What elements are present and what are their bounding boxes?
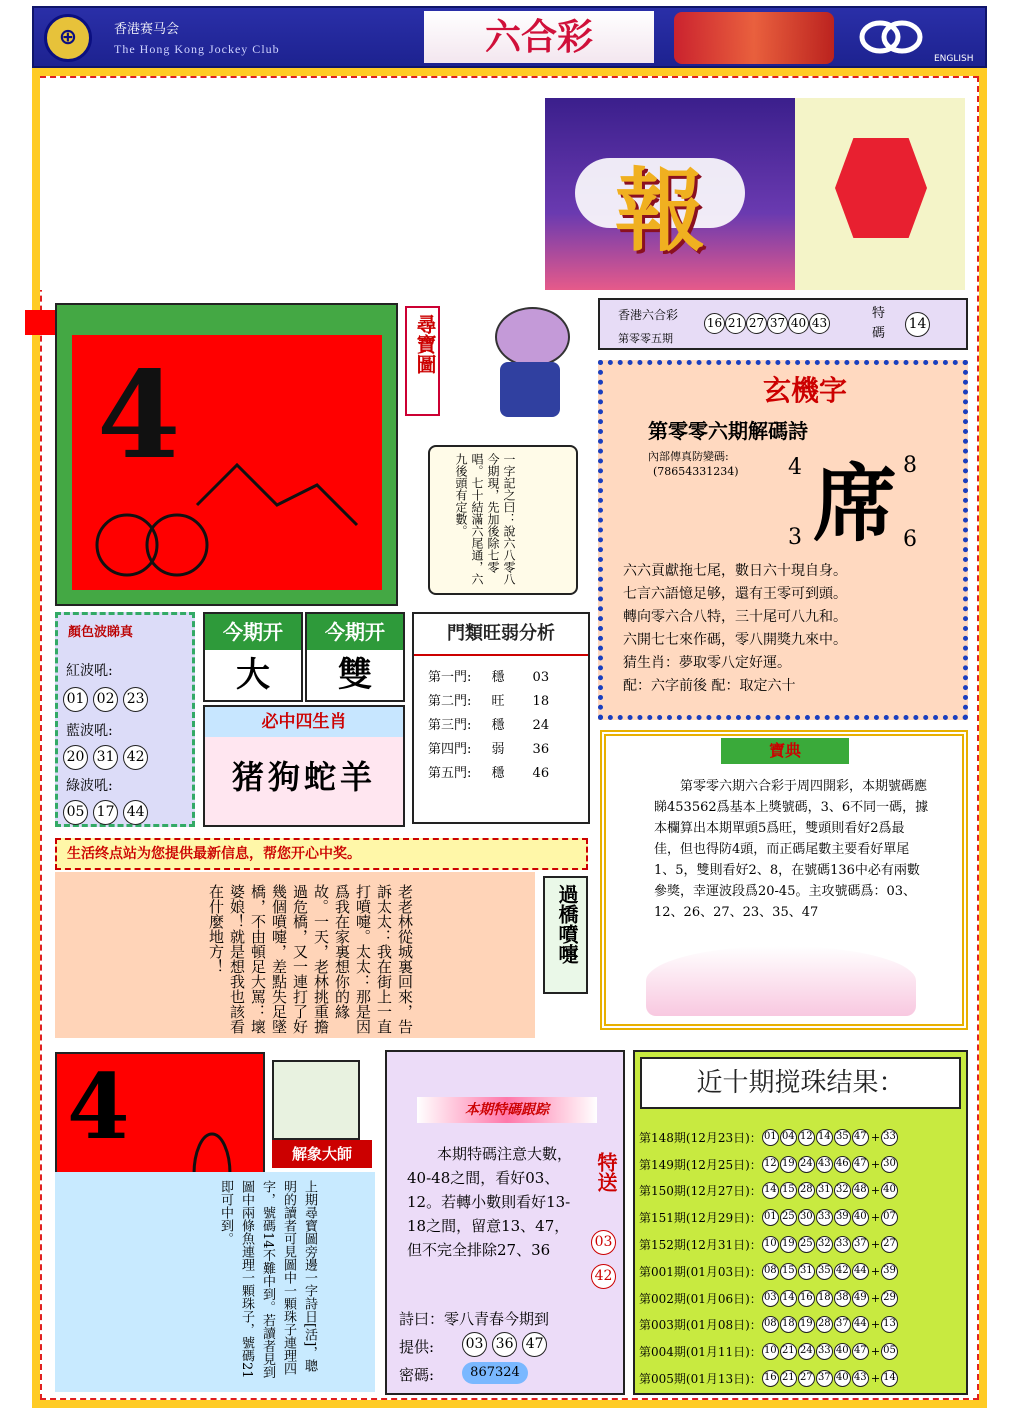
result-period: 第005期 [639,1372,686,1387]
results-title: 近十期搅珠结果： [640,1057,961,1109]
xuanji-line: 六六貢獻拖七尾，數日六十現自身。 [623,563,847,579]
men-row [428,690,574,714]
men-cell: 第五門: [428,766,472,781]
men-panel [412,612,590,824]
last-draw-numbers [704,312,830,334]
baodian-text: 第零零六期六合彩于周四開彩，本期號碼應睇453562爲基本上獎號碼，3、6不同一碼，據本欄算出本期單頭5爲旺，雙頭則看好2爲最佳，但也得防4頭，而正碼尾數主要看好單尾1、5，雙則看好2、8，在號碼136中必有兩數參獎，幸運波段爲20-45。主攻號碼爲：03、12、26、27、23、35、47 [654,779,929,920]
men-title: 門類旺弱分析 [414,614,588,656]
result-ball: 37 [834,1316,851,1333]
result-ball: 16 [762,1370,779,1387]
result-ball: 40 [852,1209,869,1226]
result-ball: 44 [852,1263,869,1280]
result-date: (12月31日)： [685,1238,762,1253]
big-character: 席 [813,454,898,553]
blank-ad-area [40,78,545,290]
green-ball: 17 [93,800,118,825]
result-period: 第003期 [639,1318,686,1333]
english-link[interactable]: ENGLISH [934,54,974,64]
result-ball: 30 [798,1209,815,1226]
colorwave-panel [55,612,195,827]
corner-number: 8 [903,453,917,478]
story-title-box [543,876,588,994]
result-ball: 15 [780,1182,797,1199]
jiexiang-text: 上期尋寶圖旁邊一字詩日[活]，聰明的讀者可見圖中一顆珠子連理四字，號碼14不難中到。若讀者見到圖中兩條魚連理一顆珠子，號碼21即可中到。 [218,1180,317,1379]
result-ball: 42 [834,1263,851,1280]
sixiao-title: 必中四生肖 [205,707,403,737]
rings-logo-icon [856,20,926,54]
result-ball: 19 [798,1316,815,1333]
special-ball: 14 [905,312,930,337]
provide-ball: 03 [462,1332,487,1357]
jiexiang-title: 解象大師 [272,1140,372,1168]
result-period: 第152期 [639,1238,686,1253]
result-date: (12月29日)： [685,1211,762,1226]
green-ball: 05 [63,800,88,825]
men-cell: 第四門: [428,742,472,757]
result-ball: 14 [780,1290,797,1307]
men-row [428,762,574,786]
result-ball: 16 [798,1290,815,1307]
result-ball: 39 [834,1209,851,1226]
red-label: 紅波吼: [66,663,113,679]
club-name-en: The Hong Kong Jockey Club [114,42,280,56]
result-row: 第148期 (12月23日)： 01 04 12 14 35 47 + 33 [639,1124,965,1151]
result-period: 第149期 [639,1157,686,1172]
men-cell: 穩 [491,718,505,733]
men-cell: 24 [532,718,550,733]
blue-ball: 20 [63,745,88,770]
baodian-title: 寶典 [721,738,849,764]
provide-label: 提供: [399,1338,435,1356]
result-ball: 08 [762,1263,779,1280]
result-period: 第151期 [639,1211,686,1226]
result-ball: 27 [798,1370,815,1387]
result-ball: 08 [762,1316,779,1333]
result-date: (01月13日)： [685,1372,762,1387]
blue-label: 藍波吼: [66,723,113,739]
lantern-image [795,98,965,290]
result-ball: 47 [852,1129,869,1146]
result-ball: 25 [780,1209,797,1226]
result-row: 第001期 (01月03日)： 08 15 31 35 42 44 + 39 [639,1258,965,1285]
result-ball: 47 [852,1343,869,1360]
blue-ball: 31 [93,745,118,770]
bao-image [545,98,795,290]
result-ball: 40 [834,1370,851,1387]
red-ball: 23 [123,687,148,712]
men-cell: 第一門: [428,670,472,685]
result-date: (01月08日)： [685,1318,762,1333]
tema-poem: 詩曰：零八青春今期到 [399,1310,550,1328]
sixiao-animals: 猪狗蛇羊 [231,758,376,796]
result-ball: 33 [816,1343,833,1360]
result-ball: 18 [780,1316,797,1333]
result-ball: 38 [834,1290,851,1307]
men-cell: 第三門: [428,718,472,733]
xuanji-line: 六開七七來作碼，零八開獎九來中。 [623,632,847,648]
result-ball: 35 [816,1263,833,1280]
result-special-ball: 39 [881,1263,898,1280]
xuanji-panel [598,360,968,720]
men-cell: 弱 [491,742,505,757]
result-row: 第004期 (01月11日)： 10 21 24 33 40 47 + 05 [639,1338,965,1365]
men-cell: 03 [532,670,550,685]
scroll-box [398,433,598,605]
result-ball: 43 [816,1156,833,1173]
pw-label: 密碼: [399,1366,435,1384]
kai-label: 今期开 [205,614,301,650]
result-ball: 18 [816,1290,833,1307]
kai-value: 雙 [338,655,372,695]
result-ball: 01 [762,1129,779,1146]
xuanji-lines [623,560,963,698]
pw-value: 867324 [462,1362,528,1384]
result-ball: 37 [852,1236,869,1253]
red-ball: 02 [93,687,118,712]
corner-number: 3 [788,525,802,550]
result-period: 第002期 [639,1291,686,1306]
result-ball: 04 [780,1129,797,1146]
results-panel [633,1050,968,1395]
te-ball: 42 [591,1264,616,1289]
internal-code: (78654331234) [653,465,739,478]
result-ball: 47 [852,1156,869,1173]
result-row: 第151期 (12月29日)： 01 25 30 33 39 40 + 07 [639,1204,965,1231]
bao-character: 報 [615,158,705,264]
kai-box-2 [305,612,405,702]
result-date: (01月06日)： [685,1291,762,1306]
result-ball: 40 [834,1343,851,1360]
result-ball: 48 [852,1182,869,1199]
men-cell: 46 [532,766,550,781]
colorwave-title: 顏色波睇真 [68,625,134,640]
result-special-ball: 13 [881,1316,898,1333]
result-row: 第002期 (01月06日)： 03 14 16 18 38 49 + 29 [639,1285,965,1312]
result-period: 第148期 [639,1130,686,1145]
provide-ball: 36 [492,1332,517,1357]
result-special-ball: 30 [881,1156,898,1173]
page-title: 六合彩 [424,11,654,63]
result-special-ball: 33 [881,1129,898,1146]
site-header [32,6,987,68]
men-row [428,666,574,690]
jiexiang-panel [55,1172,375,1392]
xuanji-poem-title: 第零零六期解碼詩 [648,419,808,443]
result-ball: 19 [780,1236,797,1253]
men-cell: 第二門: [428,694,472,709]
red-ball: 01 [63,687,88,712]
result-special-ball: 14 [881,1370,898,1387]
result-ball: 19 [780,1156,797,1173]
men-cell: 旺 [491,694,505,709]
scroll-text: 一字記之曰：說六八零八今期現，先加後除七零唱。七十結滿六尾通，六九後頭有定數。 [454,453,516,585]
last-draw-period: 第零零五期 [618,332,673,345]
horses-banner-image [674,12,834,64]
result-ball: 32 [816,1236,833,1253]
result-ball: 12 [798,1129,815,1146]
last-draw-name: 香港六合彩 [618,308,679,322]
result-special-ball: 40 [881,1182,898,1199]
xuanji-line: 七言六語憶足够，還有王零可到頭。 [623,586,847,602]
result-ball: 25 [798,1236,815,1253]
kai-box-1 [203,612,303,702]
result-ball: 44 [852,1316,869,1333]
result-ball: 03 [762,1290,779,1307]
jockey-club-logo[interactable]: ⊕ [44,14,92,62]
men-row [428,714,574,738]
result-ball: 35 [834,1129,851,1146]
story-panel [55,872,535,1038]
result-ball: 31 [816,1182,833,1199]
result-ball: 46 [834,1156,851,1173]
last-draw-panel [598,298,968,350]
jiexiang-hand-image [272,1060,360,1140]
result-date: (12月27日)： [685,1184,762,1199]
story-title: 過橋噴嚏 [555,884,579,964]
internal-label: 內部傳真防變碼: [648,450,729,463]
green-label: 綠波吼: [66,778,113,794]
xuanji-title: 玄機字 [763,374,848,407]
sixiao-panel [203,705,405,827]
banner: 生活终点站为您提供最新信息，帮您开心中奖。 [55,838,588,870]
result-row: 第149期 (12月25日)： 12 19 24 43 46 47 + 30 [639,1151,965,1178]
result-period: 第004期 [639,1345,686,1360]
result-ball: 14 [762,1182,779,1199]
result-period: 第001期 [639,1264,686,1279]
result-ball: 49 [852,1290,869,1307]
result-row: 第152期 (12月31日)： 10 19 25 32 33 37 + 27 [639,1231,965,1258]
xunbao-picture: 4 [72,335,382,590]
result-period: 第150期 [639,1184,686,1199]
blue-ball: 42 [123,745,148,770]
result-ball: 21 [780,1343,797,1360]
result-ball: 28 [798,1182,815,1199]
last-draw-ball: 16 [704,313,725,334]
xunbao-image-frame [55,303,398,606]
xunbao-label: 尋寶圖 [413,314,437,374]
men-cell: 穩 [491,670,505,685]
last-draw-ball: 37 [767,313,788,334]
result-ball: 14 [816,1129,833,1146]
baodian-panel [600,730,968,1030]
result-ball: 43 [852,1370,869,1387]
result-special-ball: 29 [881,1290,898,1307]
result-date: (01月11日)： [685,1345,762,1360]
men-cell: 穩 [491,766,505,781]
result-ball: 31 [798,1263,815,1280]
corner-number: 4 [788,455,802,480]
men-rows [414,656,588,796]
men-cell: 18 [532,694,550,709]
result-special-ball: 05 [881,1343,898,1360]
tema-text: 本期特碼注意大數，40-48之間，看好03、12。若轉小數則看好13-18之間，留意13、47，但不完全排除27、36 [407,1145,573,1259]
result-ball: 24 [798,1156,815,1173]
result-row: 第003期 (01月08日)： 08 18 19 28 37 44 + 13 [639,1312,965,1339]
jiexiang-image: 4 [55,1052,265,1232]
result-ball: 28 [816,1316,833,1333]
result-ball: 01 [762,1209,779,1226]
xunbao-label-box [405,306,440,416]
last-draw-ball: 43 [809,313,830,334]
kai-label: 今期开 [307,614,403,650]
last-draw-ball: 21 [725,313,746,334]
last-draw-ball: 27 [746,313,767,334]
result-ball: 37 [816,1370,833,1387]
result-ball: 21 [780,1370,797,1387]
result-date: (12月25日)： [685,1157,762,1172]
result-special-ball: 07 [881,1209,898,1226]
fruit-drawing-icon [87,445,377,585]
result-ball: 33 [816,1209,833,1226]
green-ball: 44 [123,800,148,825]
result-row: 第150期 (12月27日)： 14 15 28 31 32 48 + 40 [639,1178,965,1205]
result-ball: 15 [780,1263,797,1280]
te-ball: 03 [591,1230,616,1255]
result-date: (01月03日)： [685,1264,762,1279]
provide-ball: 47 [522,1332,547,1357]
special-label: 特碼 [872,306,886,341]
result-ball: 33 [834,1236,851,1253]
xuanji-line: 配：六字前後 配：取定六十 [623,678,796,694]
tema-title: 本期特碼跟踪 [417,1097,597,1123]
result-ball: 10 [762,1236,779,1253]
story-text: 老老林從城裏回來，告訴太太：我在街上一直打噴嚏。太太：那是因爲我在家裏想你的緣故。一天，老林挑重擔過危橋，又一連打了好幾個噴嚏，差點失足墜橋，不由頓足大罵：壞婆娘！就是想我也該看在什麼地方！ [207,884,414,1034]
last-draw-ball: 40 [788,313,809,334]
tema-panel [385,1050,625,1395]
kai-value: 大 [236,655,270,695]
result-special-ball: 27 [881,1236,898,1253]
men-row [428,738,574,762]
te-label: 特送 [594,1152,618,1192]
result-ball: 12 [762,1156,779,1173]
result-ball: 10 [762,1343,779,1360]
results-rows [639,1124,965,1392]
result-ball: 32 [834,1182,851,1199]
result-row: 第005期 (01月13日)： 16 21 27 37 40 43 + 14 [639,1365,965,1392]
pig-mascot-image [455,302,585,427]
men-cell: 36 [532,742,550,757]
xuanji-line: 猜生肖：夢取零八定好運。 [623,655,791,671]
result-ball: 24 [798,1343,815,1360]
result-date: (12月23日)： [685,1130,762,1145]
corner-number: 6 [903,527,917,552]
club-name-cn: 香港赛马会 [114,22,180,37]
xuanji-line: 轉向零六合八特，三十尾可八九和。 [623,609,847,625]
